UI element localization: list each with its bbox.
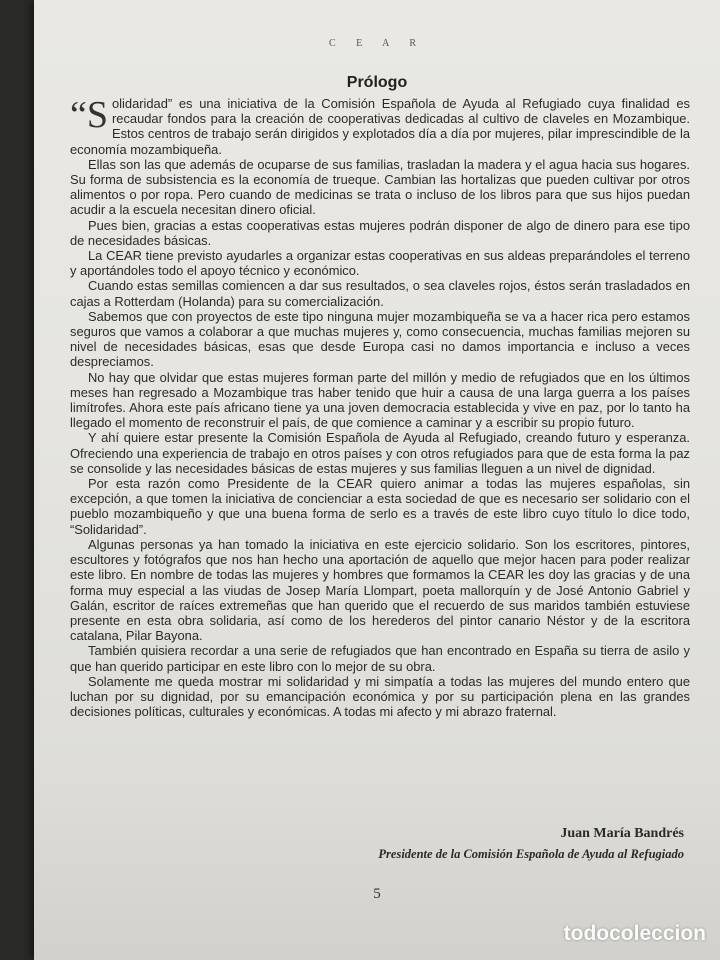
paragraph: No hay que olvidar que estas mujeres forman parte del millón y medio de refugiados que en los últimos meses han regresado a Mozambique tras haber tenido que huir a causa de una larga guerra a los países limítrofes. Ahora este país africano tiene ya una joven democracia establecida y vive en paz, por lo tanto ha llegado el momento de reconstruir el país, de que comience a caminar y a escribir su propio futuro. xyxy=(70,369,690,431)
paragraph: Y ahí quiere estar presente la Comisión Española de Ayuda al Refugiado, creando futuro y esperanza. Ofreciendo una experiencia de trabajo en otros países y con otros refugiados para que de esta forma la paz se consolide y las necesidades básicas de estas mujeres y sus familias lleguen a un nivel de dignidad. xyxy=(70,430,690,476)
signatory-name: Juan María Bandrés xyxy=(560,826,684,841)
drop-cap: “S xyxy=(70,94,108,136)
signatory-role: Presidente de la Comisión Española de Ayuda al Refugiado xyxy=(378,847,684,861)
signature-block xyxy=(378,826,684,862)
paragraph: Sabemos que con proyectos de este tipo ninguna mujer mozambiqueña se va a hacer rica pero estamos seguros que vamos a colaborar a que muchas mujeres y, como consecuencia, muchas familias mejoren su nivel de necesidades básicas, esas que desde Europa casi no damos importancia e incluso a veces despreciamos. xyxy=(70,308,690,370)
paragraph: La CEAR tiene previsto ayudarles a organizar estas cooperativas en sus aldeas preparándoles el terreno y aportándoles todo el apoyo técnico y económico. xyxy=(70,248,690,279)
paragraph: Solamente me queda mostrar mi solidaridad y mi simpatía a todas las mujeres del mundo entero que luchan por su dignidad, por su emancipación económica y por su participación plena en las grandes decisiones políticas, culturales y económicas. A todas mi afecto y mi abrazo fraternal. xyxy=(70,673,690,720)
paragraph xyxy=(70,96,690,157)
watermark-logo: todocoleccion xyxy=(563,922,706,945)
book-page xyxy=(34,0,720,960)
paragraph: También quisiera recordar a una serie de refugiados que han encontrado en España su tierra de asilo y que han querido participar en este libro con lo mejor de su obra. xyxy=(70,643,690,674)
paragraph-text: olidaridad” es una iniciativa de la Comisión Española de Ayuda al Refugiado cuya finalidad es recaudar fondos para la creación de cooperativas dedicadas al cultivo de claveles en Mozambique. Estos centros de trabajo serán dirigidos y explotados día a día por mujeres, pilar imprescindible de la economía mozambiqueña. xyxy=(70,96,690,157)
paragraph: Cuando estas semillas comiencen a dar sus resultados, o sea claveles rojos, éstos serán trasladados en cajas a Rotterdam (Holanda) para su comercialización. xyxy=(70,278,690,309)
paragraph: Ellas son las que además de ocuparse de sus familias, trasladan la madera y el agua hacia sus hogares. Su forma de subsistencia es la economía de trueque. Cambian las hortalizas que pueden cultivar por otros alimentos o por ropa. Pero cuando de medicinas se trata o incluso de los libros para que sus hijos puedan acudir a la escuela necesitan dinero oficial. xyxy=(70,156,690,218)
page-title: Prólogo xyxy=(346,74,408,91)
paragraph: Pues bien, gracias a estas cooperativas estas mujeres podrán disponer de algo de dinero para ese tipo de necesidades básicas. xyxy=(70,217,690,248)
paragraph: Algunas personas ya han tomado la iniciativa en este ejercicio solidario. Son los escritores, pintores, escultores y fotógrafos que nos han hecho una aportación de aquello que mejor hacen para poder realizar este libro. En nombre de todas las mujeres y hombres que formamos la CEAR les doy las gracias y de una forma muy especial a las viudas de Josep María Llompart, poeta mallorquín y de José Antonio Gabriel y Galán, escritor de raíces extremeñas que han querido que el recuerdo de sus maridos también estuviese presente en esta obra solidaria, así como de los herederos del pintor canario Néstor y de la escritora catalana, Pilar Bayona. xyxy=(70,536,690,644)
paragraph: Por esta razón como Presidente de la CEAR quiero animar a todas las mujeres españolas, sin excepción, a que tomen la iniciativa de concienciar a esta sociedad de que es necesario ser solidario con el pueblo mozambiqueño y que una buena forma de serlo es a través de este libro cuyo título lo dice todo, “Solidaridad”. xyxy=(70,476,690,537)
prologue-body xyxy=(70,96,690,719)
page-number: 5 xyxy=(373,886,381,902)
running-header: C E A R xyxy=(328,38,426,49)
